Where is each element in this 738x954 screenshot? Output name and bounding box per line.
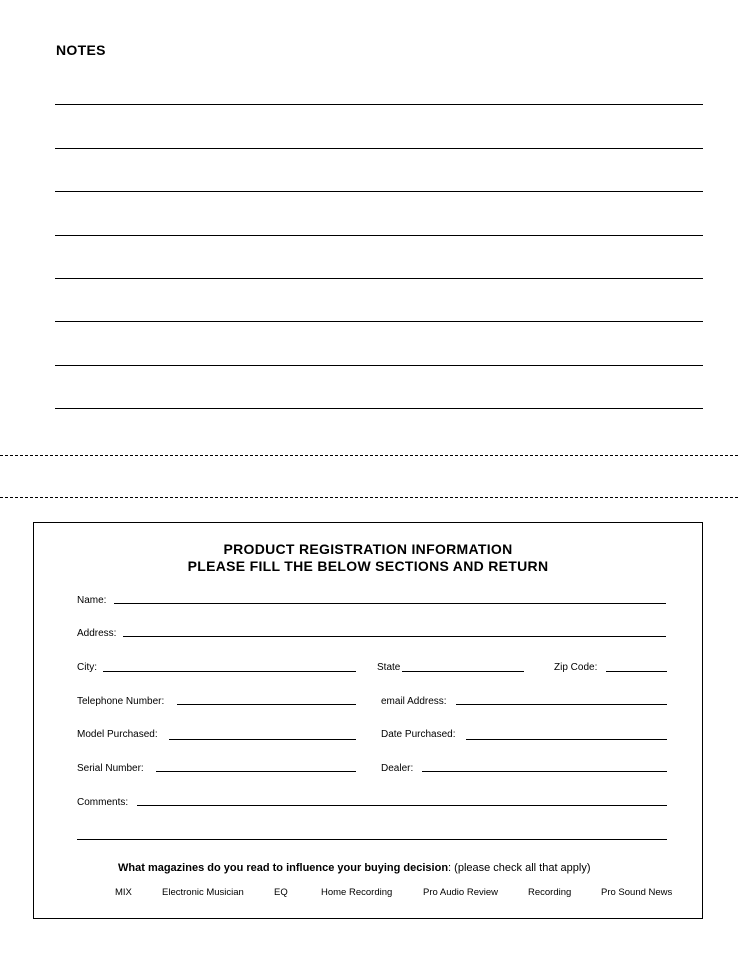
email-label: email Address: [381, 696, 447, 707]
notes-line[interactable] [55, 191, 703, 192]
zip-field[interactable] [606, 671, 667, 672]
comments-label: Comments: [77, 797, 129, 808]
magazines-question-note: : (please check all that apply) [448, 862, 591, 874]
magazine-option-electronic-musician[interactable]: Electronic Musician [162, 887, 244, 898]
notes-title: NOTES [56, 42, 106, 58]
cut-line [0, 497, 738, 498]
name-label: Name: [77, 595, 107, 606]
magazine-option-mix[interactable]: MIX [115, 887, 132, 898]
notes-line[interactable] [55, 365, 703, 366]
notes-line[interactable] [55, 278, 703, 279]
dealer-field[interactable] [422, 771, 667, 772]
magazine-option-home-recording[interactable]: Home Recording [321, 887, 393, 898]
dealer-label: Dealer: [381, 763, 414, 774]
magazine-option-pro-audio-review[interactable]: Pro Audio Review [423, 887, 498, 898]
model-field[interactable] [169, 739, 356, 740]
registration-title: PRODUCT REGISTRATION INFORMATION [223, 541, 513, 557]
registration-box [33, 522, 703, 919]
serial-label: Serial Number: [77, 763, 144, 774]
notes-line[interactable] [55, 408, 703, 409]
magazines-question-bold: What magazines do you read to influence your buying decision [118, 862, 449, 874]
date-label: Date Purchased: [381, 729, 456, 740]
telephone-field[interactable] [177, 704, 356, 705]
registration-subtitle: PLEASE FILL THE BELOW SECTIONS AND RETURN [187, 558, 549, 574]
serial-field[interactable] [156, 771, 356, 772]
notes-line[interactable] [55, 104, 703, 105]
name-field[interactable] [114, 603, 666, 604]
zip-label: Zip Code: [554, 662, 598, 673]
address-field[interactable] [123, 636, 666, 637]
telephone-label: Telephone Number: [77, 696, 165, 707]
city-label: City: [77, 662, 97, 673]
state-label: State [377, 662, 401, 673]
notes-line[interactable] [55, 321, 703, 322]
model-label: Model Purchased: [77, 729, 158, 740]
email-field[interactable] [456, 704, 667, 705]
notes-line[interactable] [55, 148, 703, 149]
comments-field[interactable] [137, 805, 667, 806]
magazine-option-eq[interactable]: EQ [274, 887, 288, 898]
address-label: Address: [77, 628, 117, 639]
state-field[interactable] [402, 671, 524, 672]
magazine-option-recording[interactable]: Recording [528, 887, 572, 898]
date-field[interactable] [466, 739, 667, 740]
cut-line [0, 455, 738, 456]
magazines-question [118, 862, 591, 874]
notes-line[interactable] [55, 235, 703, 236]
magazine-option-pro-sound-news[interactable]: Pro Sound News [601, 887, 673, 898]
city-field[interactable] [103, 671, 356, 672]
comments-field-line2[interactable] [77, 839, 667, 840]
